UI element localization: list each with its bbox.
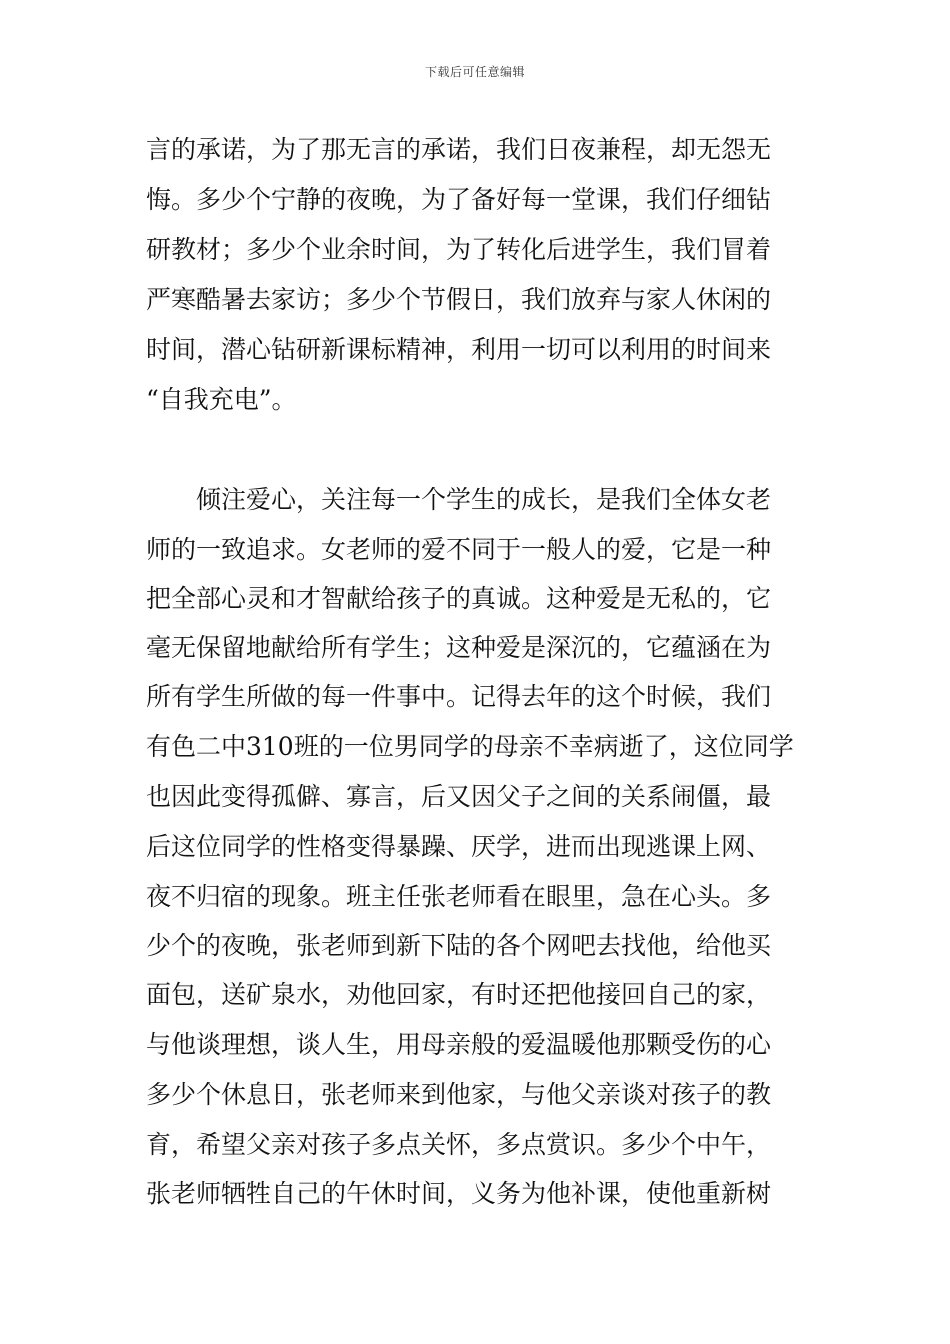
paragraph-line: 也因此变得孤僻、寡言，后又因父子之间的关系闹僵，最 (146, 782, 772, 811)
paragraph-line: 夜不归宿的现象。班主任张老师看在眼里，急在心头。多 (146, 882, 772, 911)
paragraph-line: 悔。多少个宁静的夜晚，为了备好每一堂课，我们仔细钻 (146, 185, 772, 214)
paragraph-line: 言的承诺，为了那无言的承诺，我们日夜兼程，却无怨无 (146, 135, 772, 164)
paragraph-line: 张老师牺牲自己的午休时间，义务为他补课，使他重新树 (146, 1179, 772, 1208)
paragraph-line: 面包，送矿泉水，劝他回家，有时还把他接回自己的家， (146, 980, 772, 1009)
paragraph-line: 毫无保留地献给所有学生；这种爱是深沉的，它蕴涵在为 (146, 633, 772, 662)
paragraph-line: 所有学生所做的每一件事中。记得去年的这个时候，我们 (146, 682, 772, 711)
paragraph-line: 育，希望父亲对孩子多点关怀，多点赏识。多少个中午， (146, 1130, 772, 1159)
paragraph-line: “自我充电”。 (146, 385, 297, 414)
paragraph-line: 与他谈理想，谈人生，用母亲般的爱温暖他那颗受伤的心 (146, 1030, 772, 1059)
paragraph-line: 时间，潜心钻研新课标精神，利用一切可以利用的时间来 (146, 335, 772, 364)
paragraph-line: 严寒酷暑去家访；多少个节假日，我们放弃与家人休闲的 (146, 285, 772, 314)
paragraph-line: 师的一致追求。女老师的爱不同于一般人的爱，它是一种 (146, 535, 772, 564)
page-header: 下载后可任意编辑 (424, 65, 525, 79)
paragraph-line: 倾注爱心，关注每一个学生的成长，是我们全体女老 (196, 485, 772, 514)
paragraph-line: 有色二中310班的一位男同学的母亲不幸病逝了，这位同学 (146, 732, 794, 761)
paragraph-line: 少个的夜晚，张老师到新下陆的各个网吧去找他，给他买 (146, 931, 772, 960)
paragraph-line: 后这位同学的性格变得暴躁、厌学，进而出现逃课上网、 (146, 832, 772, 861)
paragraph-line: 把全部心灵和才智献给孩子的真诚。这种爱是无私的，它 (146, 584, 772, 613)
paragraph-line: 多少个休息日，张老师来到他家，与他父亲谈对孩子的教 (146, 1080, 772, 1109)
paragraph-line: 研教材；多少个业余时间，为了转化后进学生，我们冒着 (146, 235, 772, 264)
